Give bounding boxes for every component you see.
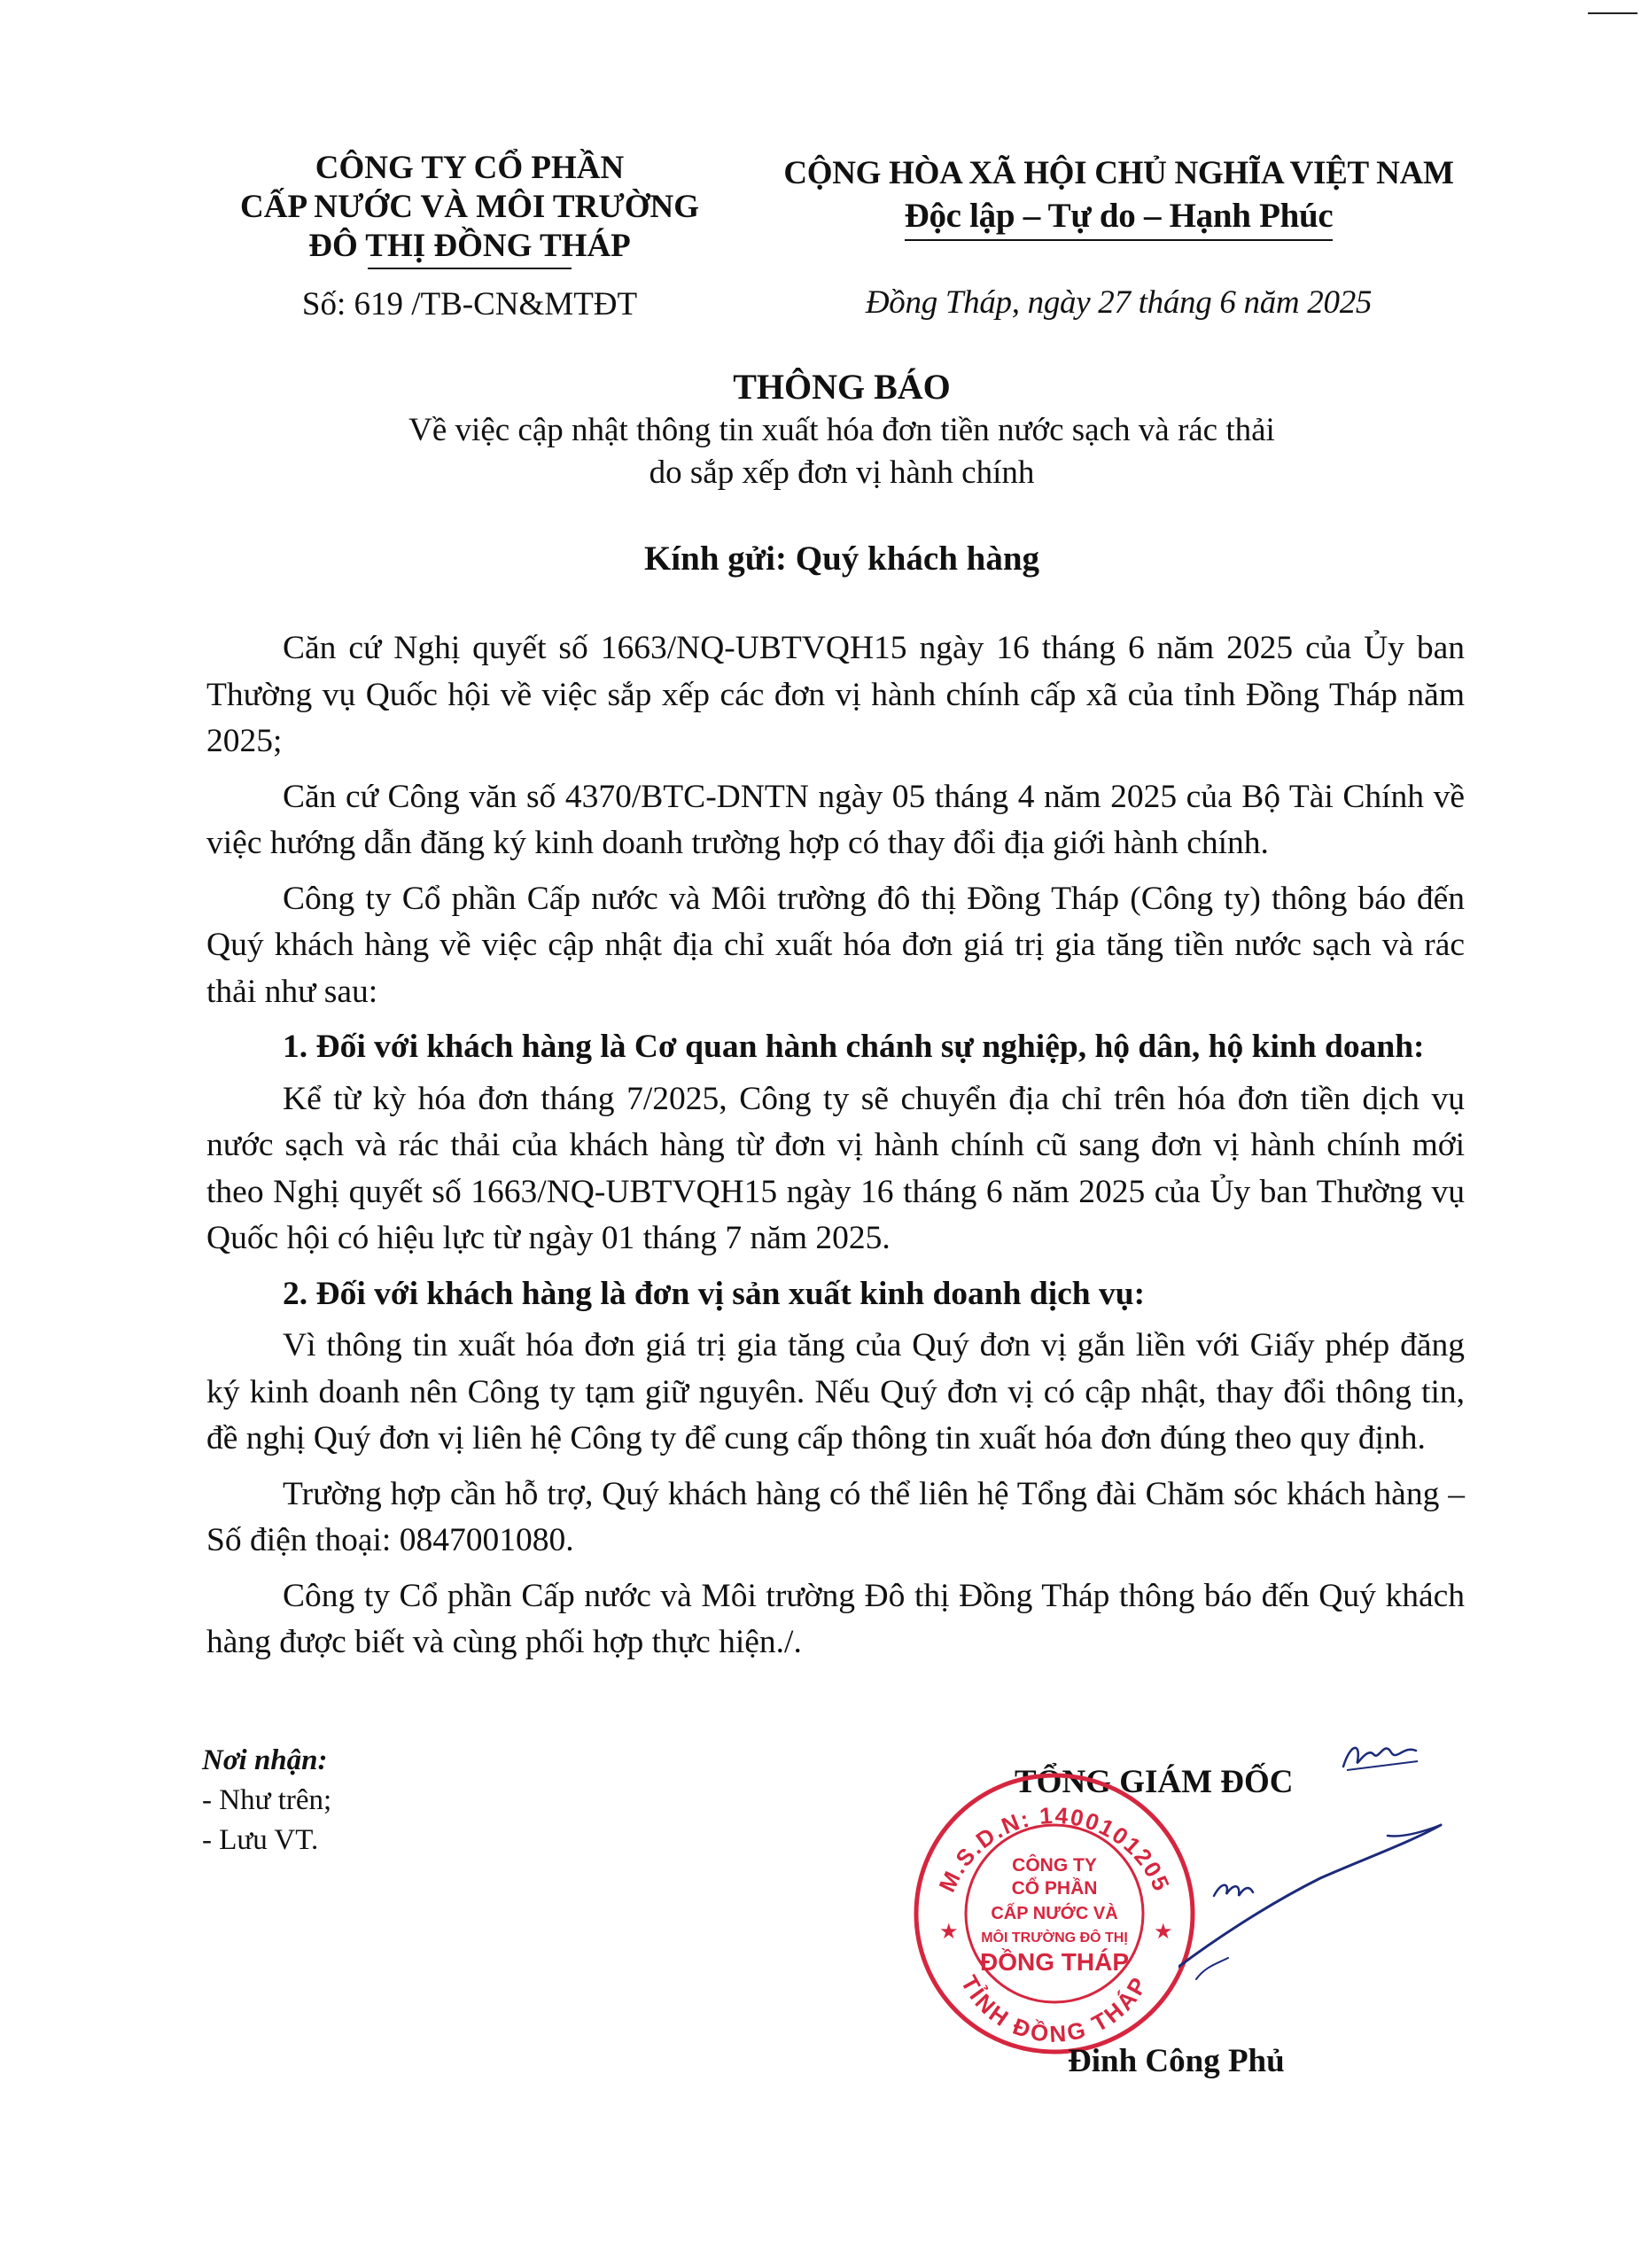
stamp-tax-code: M.S.D.N: 1400101205 bbox=[933, 1801, 1176, 1897]
stamp-line4: MÔI TRƯỜNG ĐÔ THỊ bbox=[981, 1930, 1128, 1946]
recipient-item: - Như trên; bbox=[202, 1784, 332, 1816]
stamp-line1: CÔNG TY bbox=[1012, 1855, 1097, 1876]
stamp-star-icon: ★ bbox=[1154, 1920, 1173, 1944]
svg-text:TỈNH ĐỒNG THÁP bbox=[956, 1971, 1154, 2047]
title-block bbox=[292, 365, 1391, 494]
company-underline bbox=[368, 268, 572, 269]
stamp-line3: CẤP NƯỚC VÀ bbox=[991, 1904, 1118, 1923]
recipients-block bbox=[202, 1741, 331, 1860]
section-heading-2: 2. Đối với khách hàng là đơn vị sản xuất kinh doanh dịch vụ: bbox=[283, 1275, 1146, 1312]
document-date: Đồng Tháp, ngày 27 tháng 6 năm 2025 bbox=[865, 284, 1373, 321]
paragraph-legal-basis-2: Căn cứ Công văn số 4370/BTC-DNTN ngày 05 tháng 4 năm 2025 của Bộ Tài Chính về việc hướng dẫn đăng ký kinh doanh trường hợp có thay đổi địa giới hành chính. bbox=[206, 778, 1465, 861]
company-name-line3: ĐÔ THỊ ĐỒNG THÁP bbox=[308, 228, 631, 264]
nation-name: CỘNG HÒA XÃ HỘI CHỦ NGHĨA VIỆT NAM bbox=[783, 155, 1454, 191]
paragraph-section-2: Vì thông tin xuất hóa đơn giá trị gia tăng của Quý đơn vị gắn liền với Giấy phép đăng ký kinh doanh nên Công ty tạm giữ nguyên. Nếu Quý đơn vị có cập nhật, thay đổi thông tin, đề nghị Quý đơn vị liên hệ Công ty để cung cấp thông tin xuất hóa đơn đúng theo quy định. bbox=[206, 1327, 1465, 1456]
national-motto: Độc lập – Tự do – Hạnh Phúc bbox=[905, 195, 1334, 241]
company-header bbox=[195, 149, 744, 324]
signer-title: TỔNG GIÁM ĐỐC bbox=[1015, 1764, 1294, 1800]
paragraph-support: Trường hợp cần hỗ trợ, Quý khách hàng có thể liên hệ Tổng đài Chăm sóc khách hàng – Số điện thoại: 0847001080. bbox=[206, 1475, 1465, 1558]
recipient-item: - Lưu VT. bbox=[202, 1824, 319, 1856]
signer-name: Đinh Công Phủ bbox=[1068, 2043, 1285, 2079]
stamp-line2: CỔ PHẦN bbox=[1011, 1878, 1098, 1899]
subject-line1: Về việc cập nhật thông tin xuất hóa đơn tiền nước sạch và rác thải bbox=[408, 412, 1275, 448]
subject-line2: do sắp xếp đơn vị hành chính bbox=[649, 454, 1035, 491]
national-header bbox=[749, 152, 1489, 324]
paragraph-section-1: Kể từ kỳ hóa đơn tháng 7/2025, Công ty sẽ chuyển địa chỉ trên hóa đơn tiền dịch vụ nước sạch và rác thải của khách hàng từ đơn vị hành chính cũ sang đơn vị hành chính mới theo Nghị quyết số 1663/NQ-UBTVQH15 ngày 16 tháng 6 năm 2025 của Ủy ban Thường vụ Quốc hội có hiệu lực từ ngày 01 tháng 7 năm 2025. bbox=[206, 1080, 1465, 1256]
document-number: Số: 619 /TB-CN&MTĐT bbox=[301, 286, 638, 322]
section-heading-1: 1. Đối với khách hàng là Cơ quan hành chánh sự nghiệp, hộ dân, hộ kinh doanh: bbox=[283, 1029, 1425, 1065]
paragraph-announcement: Công ty Cổ phần Cấp nước và Môi trường đô thị Đồng Tháp (Công ty) thông báo đến Quý khách hàng về việc cập nhật địa chỉ xuất hóa đơn giá trị gia tăng tiền nước sạch và rác thải như sau: bbox=[206, 880, 1465, 1010]
company-stamp bbox=[904, 1763, 1205, 2064]
company-name-line2: CẤP NƯỚC VÀ MÔI TRƯỜNG bbox=[240, 189, 699, 225]
recipients-label: Nơi nhận: bbox=[202, 1744, 328, 1776]
salutation: Kính gửi: Quý khách hàng bbox=[643, 540, 1040, 578]
paragraph-legal-basis-1: Căn cứ Nghị quyết số 1663/NQ-UBTVQH15 ngày 16 tháng 6 năm 2025 của Ủy ban Thường vụ Quốc hội về việc sắp xếp các đơn vị hành chính cấp xã của tỉnh Đồng Tháp năm 2025; bbox=[206, 630, 1465, 759]
paragraph-closing: Công ty Cổ phần Cấp nước và Môi trường Đô thị Đồng Tháp thông báo đến Quý khách hàng được biết và cùng phối hợp thực hiện./. bbox=[206, 1577, 1465, 1660]
document-body bbox=[206, 625, 1465, 1675]
handwritten-signature bbox=[1178, 1790, 1444, 2002]
document-type: THÔNG BÁO bbox=[733, 367, 951, 407]
stamp-province: TỈNH ĐỒNG THÁP bbox=[955, 1970, 1154, 2047]
corner-mark bbox=[1588, 12, 1637, 14]
company-name-line1: CÔNG TY CỔ PHẦN bbox=[315, 150, 625, 186]
initials-mark bbox=[1338, 1735, 1422, 1777]
stamp-star-icon: ★ bbox=[939, 1920, 959, 1944]
stamp-line5: ĐỒNG THÁP bbox=[980, 1948, 1129, 1976]
